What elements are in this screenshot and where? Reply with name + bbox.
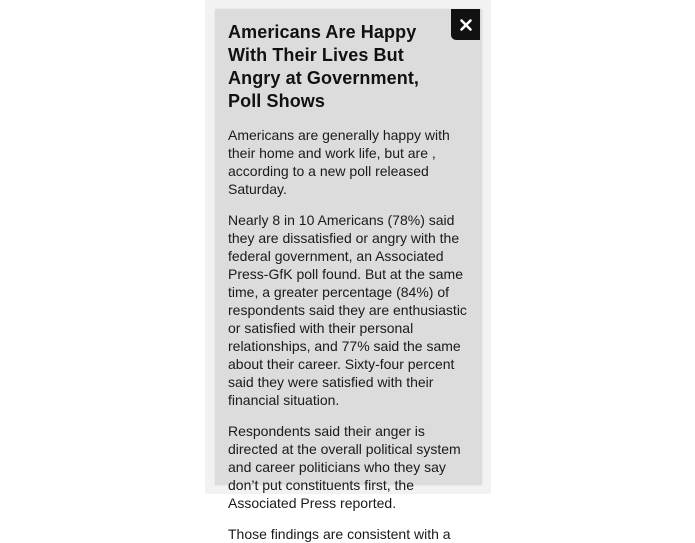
article-paragraph: Americans are generally happy with their home and work life, but are , according to a new poll released Saturday. — [228, 127, 450, 197]
article-paragraph: Respondents said their anger is directed at the overall political system and career politicians who they say don’t put constituents first, the Associated Press reported. — [228, 423, 461, 511]
article-paragraph: Those findings are consistent with a — [228, 526, 451, 542]
article-modal — [215, 9, 482, 542]
close-icon — [460, 19, 472, 31]
article-paragraph: Nearly 8 in 10 Americans (78%) said they are dissatisfied or angry with the federal government, an Associated Press-GfK poll found. But at the same time, a greater percentage (84%) of respondents said they are enthusiastic or satisfied with their personal relationships, and 77% said the same about their career. Sixty-four percent said they were satisfied with their financial situation. — [228, 212, 467, 408]
article-title: Americans Are Happy With Their Lives But Angry at Government, Poll Shows — [228, 22, 420, 111]
article-body — [228, 126, 468, 543]
close-button[interactable] — [451, 9, 480, 40]
